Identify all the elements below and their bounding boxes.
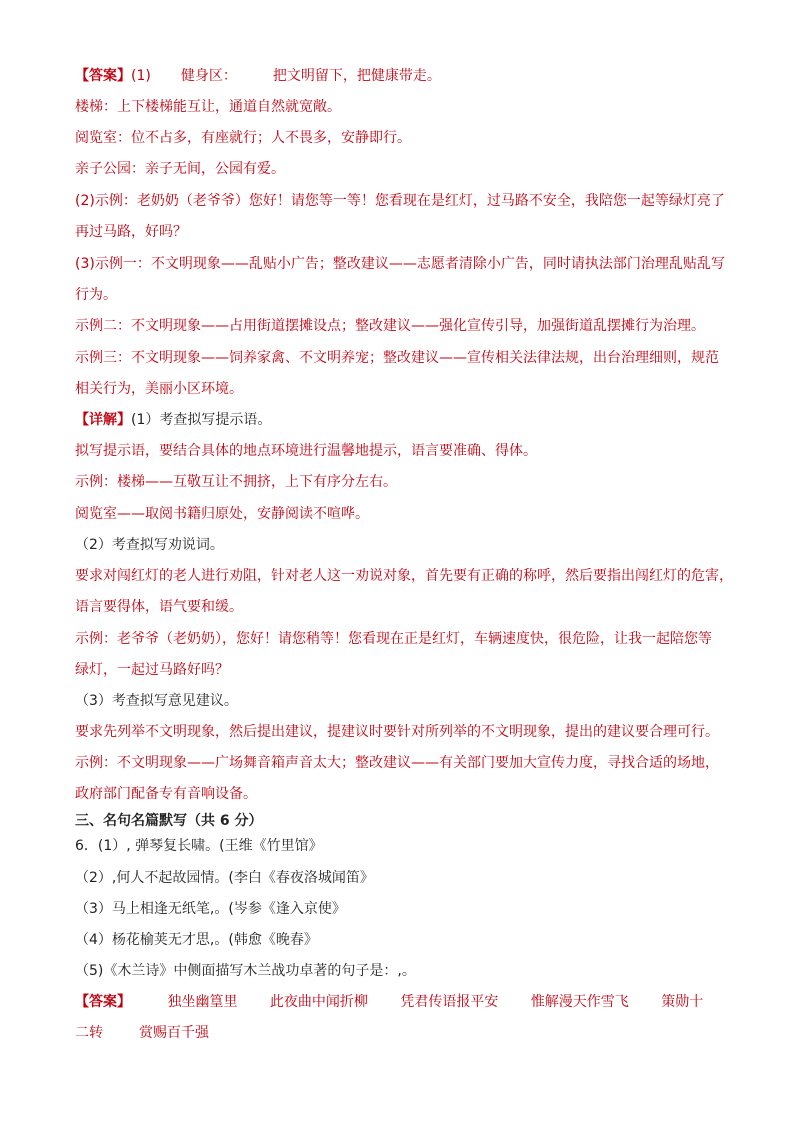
answer-line-7: (3)示例一：不文明现象——乱贴小广告；整改建议——志愿者清除小广告，同时请执法部门治理乱贴乱写 <box>75 256 725 272</box>
detail-line-4: 阅览室——取阅书籍归原处，安静阅读不喧哗。 <box>75 506 369 522</box>
question-3: （3）马上相逢无纸笔,。(岑参《逢入京使》 <box>75 901 346 917</box>
answer-line-5: (2)示例：老奶奶（老爷爷）您好！请您等一等！您看现在是红灯，过马路不安全，我陪您一起等绿灯亮了 <box>75 193 725 209</box>
question-1: 6．(1）, 弹琴复长啸。(王维《竹里馆》 <box>75 838 323 854</box>
detail-line-7: 语言要得体，语气要和缓。 <box>75 599 243 615</box>
answer-tag: 【答案】 <box>75 68 131 84</box>
answer-item: 二转 <box>75 1025 103 1041</box>
section-heading: 三、名句名篇默写（共 6 分） <box>75 813 263 829</box>
detail-line-13: 政府部门配备专有音响设备。 <box>75 786 257 802</box>
answers-tag: 【答案】 <box>75 994 131 1010</box>
answer-line-8: 行为。 <box>75 287 117 303</box>
detail-line-11: 要求先列举不文明现象，然后提出建议，提建议时要针对所列举的不文明现象，提出的建议要合理可行。 <box>75 724 719 740</box>
detail-line-12: 示例：不文明现象——广场舞音箱声音太大；整改建议——有关部门要加大宣传力度，寻找合适的场地， <box>75 755 719 771</box>
detail-line-3: 示例：楼梯——互敬互让不拥挤，上下有序分左右。 <box>75 474 397 490</box>
answer-line-2: 楼梯：上下楼梯能互让，通道自然就宽敞。 <box>75 99 341 115</box>
answer-item: 凭君传语报平安 <box>400 994 499 1010</box>
area-slogan: 把文明留下，把健康带走。 <box>272 68 441 84</box>
question-5: （5)《木兰诗》中侧面描写木兰战功卓著的句子是：,。 <box>75 963 416 979</box>
detail-line-8: 示例：老爷爷（老奶奶），您好！请您稍等！您看现在正是红灯，车辆速度快，很危险，让我一起陪您等 <box>75 631 712 647</box>
answer-number: (1) <box>131 68 151 84</box>
answer-line-4: 亲子公园：亲子无间，公园有爱。 <box>75 161 285 177</box>
answer-item: 此夜曲中闻折柳 <box>269 994 368 1010</box>
answer-line-9: 示例二：不文明现象——占用街道摆摊设点；整改建议——强化宣传引导，加强街道乱摆摊行为治理。 <box>75 318 705 334</box>
question-2: （2）,何人不起故园情。(李白《春夜洛城闻笛》 <box>75 870 374 886</box>
answer-item: 独坐幽篁里 <box>167 994 238 1010</box>
detail-line-6: 要求对闯红灯的老人进行劝阻，针对老人这一劝说对象，首先要有正确的称呼，然后要指出闯红灯的危害， <box>75 568 733 584</box>
detail-line-5: （2）考查拟写劝说词。 <box>75 537 224 553</box>
answer-line-3: 阅览室：位不占多，有座就行；人不畏多，安静即行。 <box>75 130 411 146</box>
detail-line-1 <box>75 410 271 430</box>
answer-line-1 <box>75 66 441 86</box>
detail-line-10: （3）考查拟写意见建议。 <box>75 693 238 709</box>
answer-line-6: 再过马路，好吗？ <box>75 224 187 240</box>
detail-sub-1: (1）考查拟写提示语。 <box>131 412 272 428</box>
answer-line-10: 示例三：不文明现象——饲养家禽、不文明养宠；整改建议——宣传相关法律法规，出台治理细则，规范 <box>75 350 719 366</box>
detail-line-2: 拟写提示语，要结合具体的地点环境进行温馨地提示，语言要准确、得体。 <box>75 443 537 459</box>
answer-item: 惟解漫天作雪飞 <box>530 994 629 1010</box>
answer-line-11: 相关行为，美丽小区环境。 <box>75 381 243 397</box>
answers-line-2 <box>75 1023 209 1043</box>
detail-tag: 【详解】 <box>75 412 131 428</box>
answer-item: 赏赐百千强 <box>139 1025 209 1041</box>
detail-line-9: 绿灯，一起过马路好吗？ <box>75 662 229 678</box>
answer-item: 策勋十 <box>661 994 704 1010</box>
question-4: （4）杨花榆荚无才思,。(韩愈《晚春》 <box>75 932 318 948</box>
area-label: 健身区： <box>180 68 237 84</box>
answers-line-1 <box>75 992 703 1012</box>
